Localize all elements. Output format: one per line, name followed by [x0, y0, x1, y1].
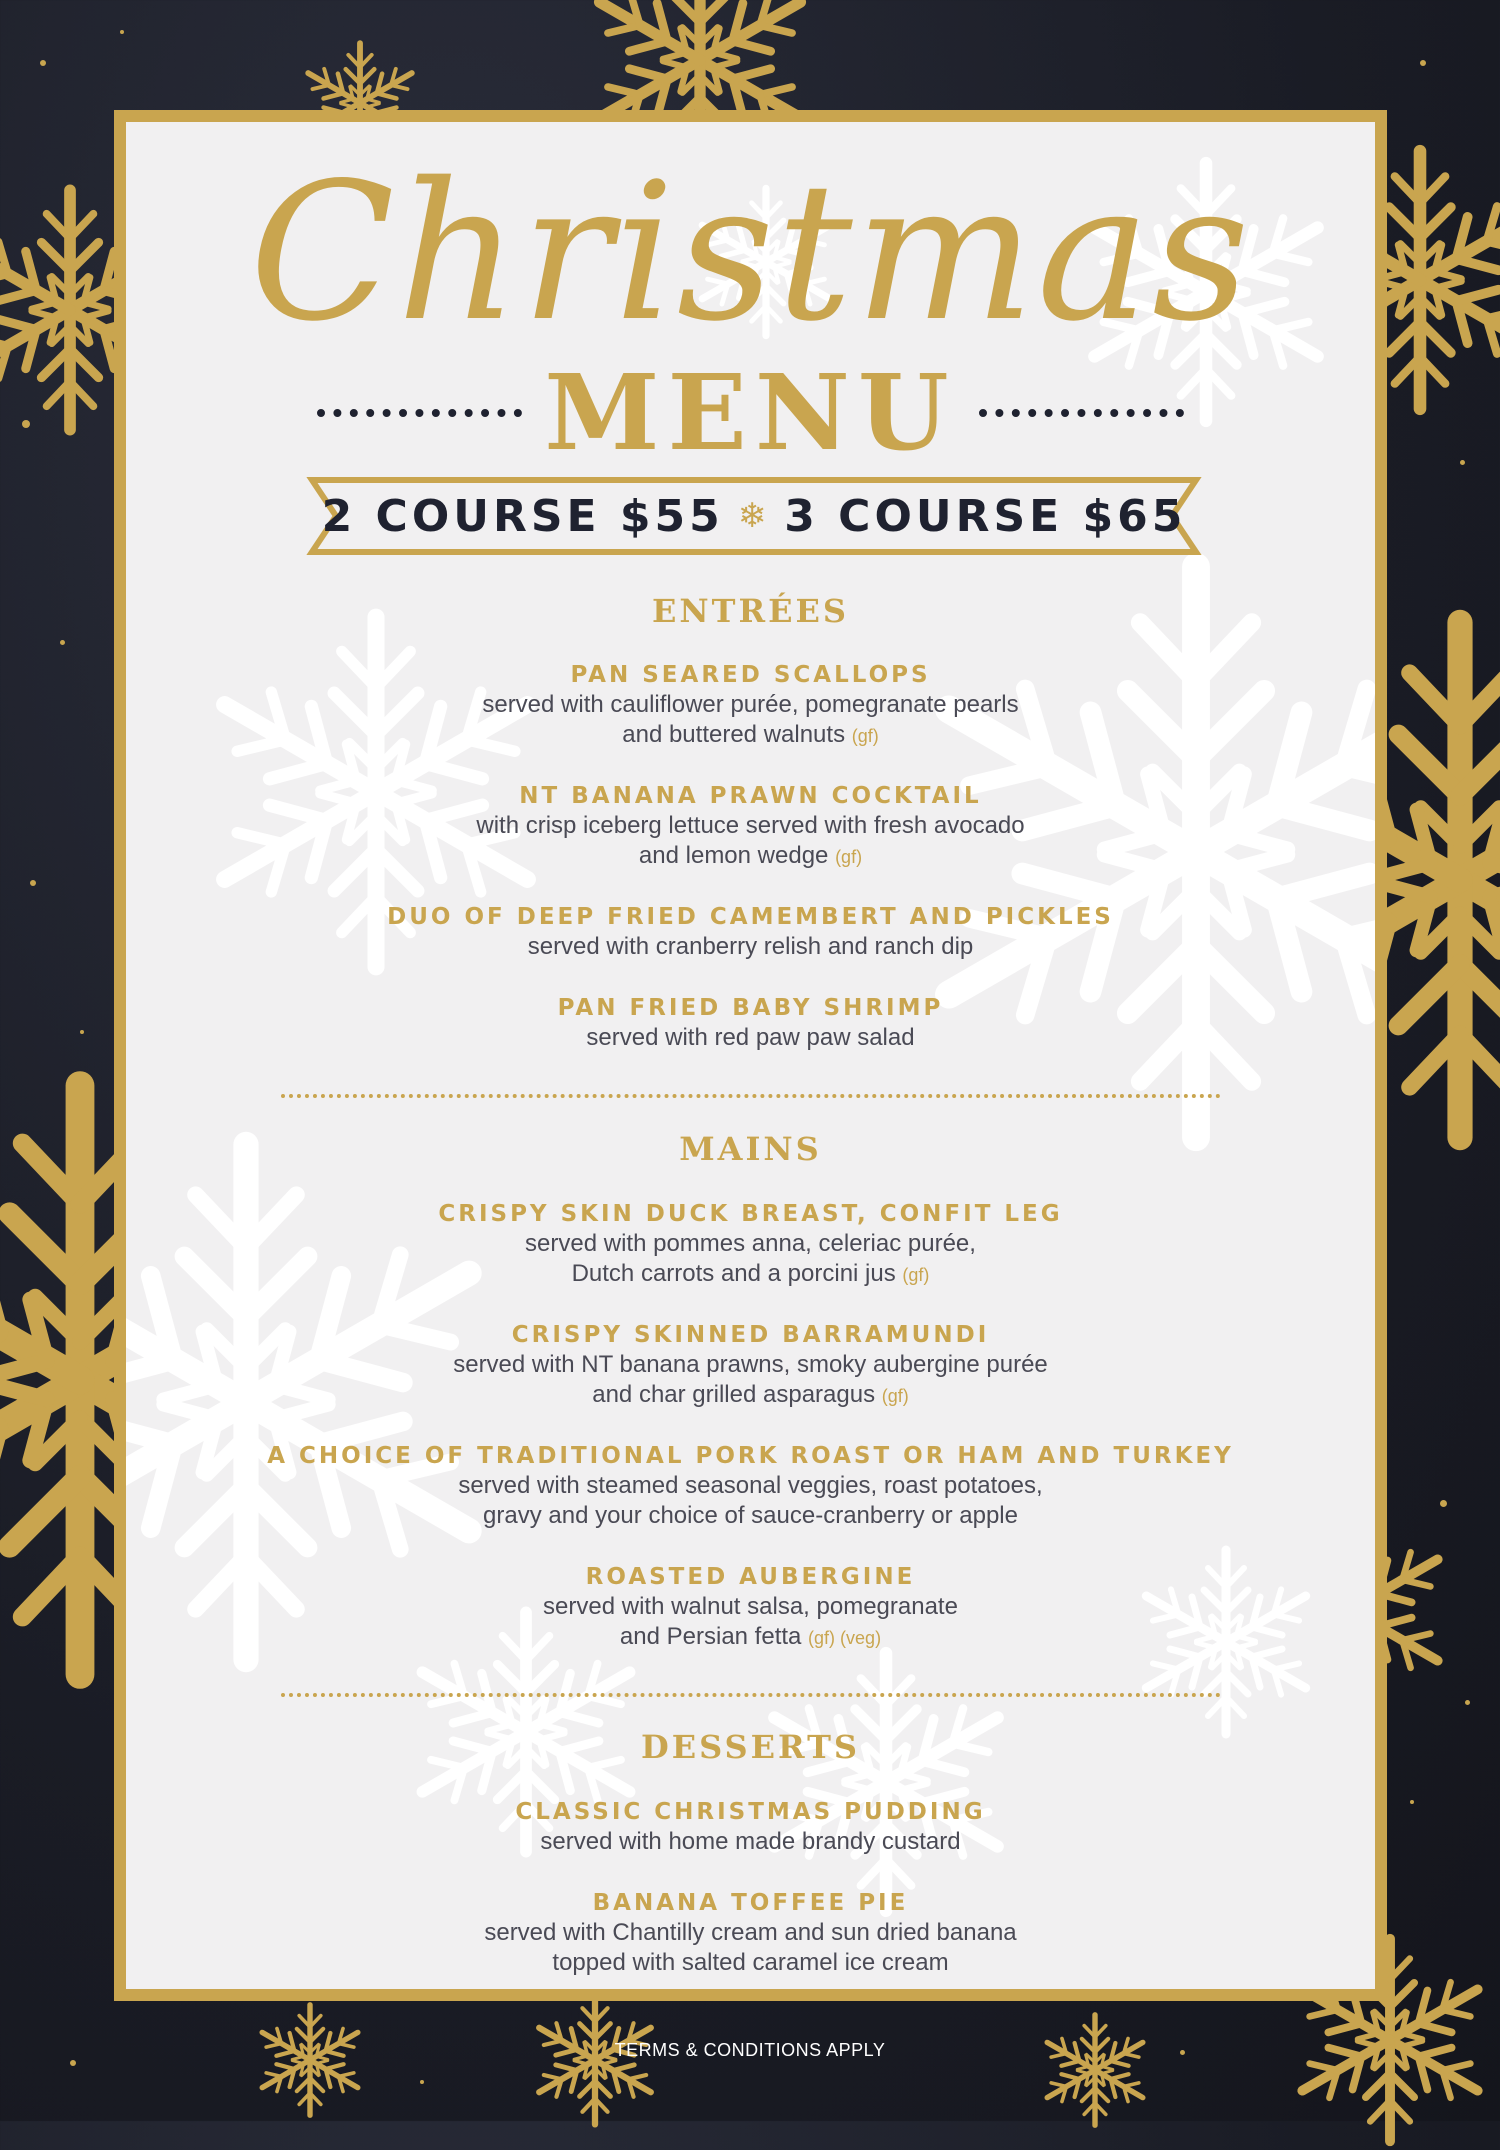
item-description-line2: gravy and your choice of sauce-cranberry or apple: [483, 1502, 1018, 1529]
item-description: served with walnut salsa, pomegranate: [543, 1593, 958, 1620]
item-description: served with Chantilly cream and sun dried banana: [484, 1919, 1017, 1946]
menu-card: [114, 110, 1387, 2001]
dietary-tag: (gf): [902, 1265, 930, 1285]
price-banner: [294, 476, 1214, 556]
item-description-line2: topped with salted caramel ice cream: [552, 1949, 949, 1976]
menu-item: [126, 1441, 1375, 1531]
item-description-line2: and buttered walnuts (gf): [622, 721, 879, 748]
section-title-entrees: ENTRÉES: [652, 592, 849, 630]
item-description-line2: Dutch carrots and a porcini jus (gf): [571, 1260, 930, 1287]
item-name: NT BANANA PRAWN COCKTAIL: [519, 783, 982, 809]
item-name: ROASTED AUBERGINE: [585, 1564, 916, 1590]
dietary-tag: (gf): [881, 1386, 909, 1406]
item-description-line2: and char grilled asparagus (gf): [592, 1381, 909, 1408]
menu-item: [126, 902, 1375, 962]
script-title: Christmas: [249, 142, 1252, 363]
menu-heading: [126, 351, 1375, 474]
item-name: DUO OF DEEP FRIED CAMEMBERT AND PICKLES: [387, 904, 1114, 930]
dietary-tag: (gf) (veg): [808, 1628, 882, 1648]
dotted-rule-right: [979, 409, 1184, 417]
dotted-rule-left: [317, 409, 522, 417]
item-name: CRISPY SKIN DUCK BREAST, CONFIT LEG: [438, 1201, 1063, 1227]
menu-item: [126, 660, 1375, 751]
three-course-price: 3 COURSE $65: [784, 490, 1187, 542]
two-course-price: 2 COURSE $55: [321, 490, 724, 542]
menu-item: [126, 1199, 1375, 1290]
section-title-desserts: DESSERTS: [641, 1728, 860, 1766]
item-description: served with cauliflower purée, pomegranate pearls: [482, 691, 1019, 718]
item-description-line2: and Persian fetta (gf) (veg): [619, 1623, 882, 1650]
price-text: [294, 476, 1214, 556]
menu-item: [126, 1797, 1375, 1857]
item-name: PAN FRIED BABY SHRIMP: [557, 995, 944, 1021]
menu-word: MENU: [544, 351, 957, 474]
item-description: with crisp iceberg lettuce served with fresh avocado: [476, 812, 1025, 839]
item-description: served with cranberry relish and ranch dip: [527, 933, 974, 960]
item-name: BANANA TOFFEE PIE: [592, 1890, 909, 1916]
menu-item: [126, 781, 1375, 872]
terms-notice: TERMS & CONDITIONS APPLY: [614, 2040, 886, 2060]
item-description: served with red paw paw salad: [586, 1024, 915, 1051]
item-description-line2: and lemon wedge (gf): [638, 842, 863, 869]
menu-content: [126, 122, 1375, 1989]
menu-item: [126, 1562, 1375, 1653]
menu-item: [126, 1320, 1375, 1411]
item-name: A CHOICE OF TRADITIONAL PORK ROAST OR HAM AND TURKEY: [267, 1443, 1234, 1469]
dietary-tag: (gf): [835, 847, 863, 867]
item-description: served with home made brandy custard: [540, 1828, 961, 1855]
snowflake-icon: ❄: [737, 496, 771, 536]
item-description: served with steamed seasonal veggies, roast potatoes,: [458, 1472, 1043, 1499]
item-description: served with pommes anna, celeriac purée,: [525, 1230, 976, 1257]
item-name: CLASSIC CHRISTMAS PUDDING: [515, 1799, 986, 1825]
menu-item: [126, 1888, 1375, 1978]
section-divider: [281, 1094, 1221, 1098]
dietary-tag: (gf): [851, 726, 879, 746]
menu-item: [126, 993, 1375, 1053]
item-description: served with NT banana prawns, smoky aubergine purée: [453, 1351, 1048, 1378]
item-name: CRISPY SKINNED BARRAMUNDI: [511, 1322, 990, 1348]
item-name: PAN SEARED SCALLOPS: [570, 662, 931, 688]
section-title-mains: MAINS: [679, 1130, 822, 1168]
section-divider: [281, 1693, 1221, 1697]
